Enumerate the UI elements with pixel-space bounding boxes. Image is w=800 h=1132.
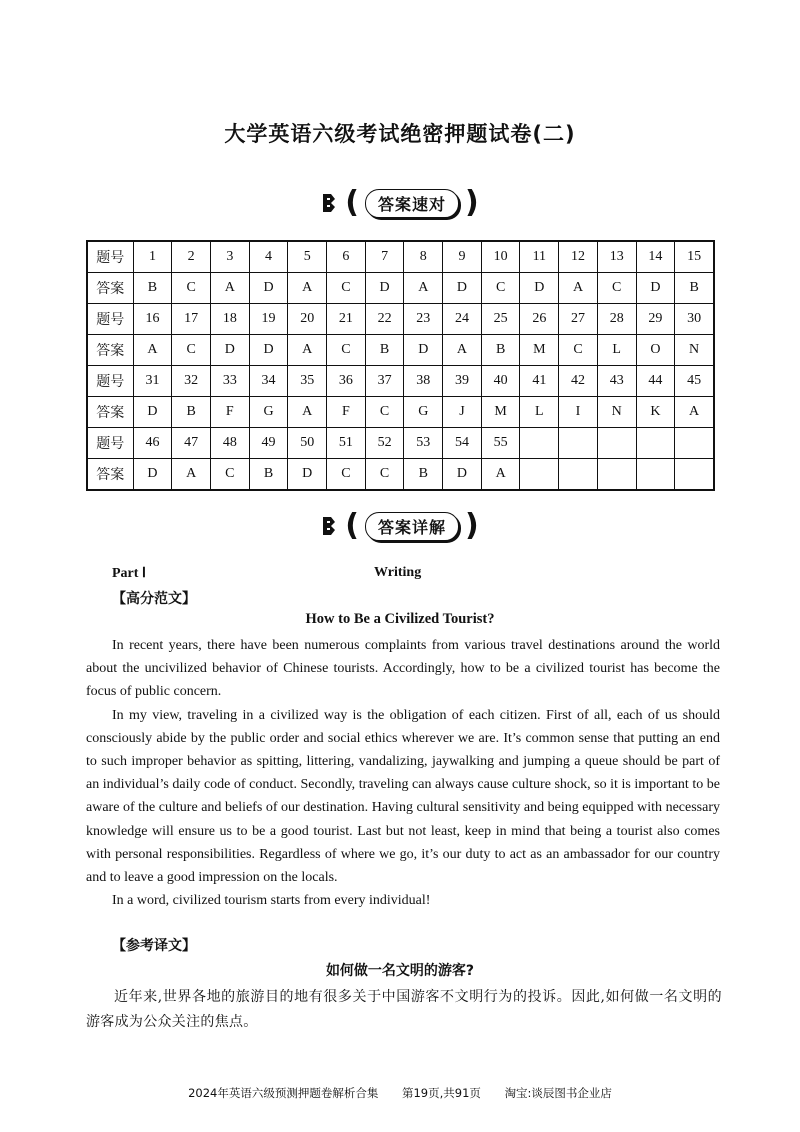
table-cell: D	[636, 273, 675, 304]
table-cell: 4	[249, 241, 288, 273]
table-cell: 24	[443, 304, 482, 335]
table-cell: A	[210, 273, 249, 304]
table-cell: J	[443, 397, 482, 428]
table-cell: 17	[172, 304, 211, 335]
table-cell: C	[365, 459, 404, 491]
table-cell: I	[559, 397, 598, 428]
table-cell: G	[249, 397, 288, 428]
table-cell: A	[443, 335, 482, 366]
table-cell: 15	[675, 241, 714, 273]
table-cell: 11	[520, 241, 559, 273]
row-label: 答案	[87, 397, 133, 428]
table-cell: 29	[636, 304, 675, 335]
answer-table-row	[87, 459, 714, 491]
table-cell: 10	[481, 241, 520, 273]
table-cell: D	[210, 335, 249, 366]
answer-table-row	[87, 273, 714, 304]
table-cell: C	[327, 273, 366, 304]
table-cell: F	[210, 397, 249, 428]
detailed-answer-banner	[0, 506, 800, 546]
table-cell: 26	[520, 304, 559, 335]
part-number: Part Ⅰ	[112, 566, 147, 581]
table-cell: D	[133, 459, 172, 491]
footer-collection: 2024年英语六级预测押题卷解析合集	[188, 1086, 379, 1100]
table-cell: 9	[443, 241, 482, 273]
table-cell: 35	[288, 366, 327, 397]
table-cell: D	[365, 273, 404, 304]
table-cell: 42	[559, 366, 598, 397]
table-cell: 39	[443, 366, 482, 397]
table-cell: 49	[249, 428, 288, 459]
table-cell: 41	[520, 366, 559, 397]
part-heading	[112, 565, 712, 582]
table-cell: D	[520, 273, 559, 304]
table-cell: L	[597, 335, 636, 366]
table-cell: A	[559, 273, 598, 304]
essay-title: How to Be a Civilized Tourist?	[305, 611, 495, 627]
table-cell	[559, 428, 598, 459]
answer-key-table	[86, 240, 715, 491]
table-cell: 40	[481, 366, 520, 397]
right-paren: )	[465, 185, 479, 220]
table-cell: 32	[172, 366, 211, 397]
table-cell: B	[249, 459, 288, 491]
table-cell: 44	[636, 366, 675, 397]
table-cell: 22	[365, 304, 404, 335]
table-cell: N	[675, 335, 714, 366]
table-cell	[597, 459, 636, 491]
table-cell: C	[597, 273, 636, 304]
table-cell: 45	[675, 366, 714, 397]
table-cell: O	[636, 335, 675, 366]
answer-table-row	[87, 397, 714, 428]
row-label: 题号	[87, 304, 133, 335]
part-name: Writing	[374, 565, 422, 580]
table-cell: 23	[404, 304, 443, 335]
detailed-answer-label: 答案详解	[365, 512, 459, 541]
table-cell: A	[288, 273, 327, 304]
table-cell: C	[172, 335, 211, 366]
section-marker-icon	[321, 513, 339, 539]
quick-answer-banner	[0, 183, 800, 223]
table-cell: C	[481, 273, 520, 304]
answer-table-row	[87, 335, 714, 366]
table-cell: 47	[172, 428, 211, 459]
table-cell: 51	[327, 428, 366, 459]
answer-table-row	[87, 241, 714, 273]
table-cell: N	[597, 397, 636, 428]
table-cell: 34	[249, 366, 288, 397]
row-label: 答案	[87, 273, 133, 304]
table-cell: B	[133, 273, 172, 304]
table-cell	[559, 459, 598, 491]
table-cell: 36	[327, 366, 366, 397]
table-cell: A	[288, 335, 327, 366]
table-cell: 28	[597, 304, 636, 335]
table-cell: 14	[636, 241, 675, 273]
table-cell: A	[288, 397, 327, 428]
table-cell: 37	[365, 366, 404, 397]
table-cell: C	[327, 335, 366, 366]
table-cell	[597, 428, 636, 459]
table-cell: B	[675, 273, 714, 304]
table-cell: 16	[133, 304, 172, 335]
row-label: 答案	[87, 335, 133, 366]
answer-table-row	[87, 366, 714, 397]
table-cell: D	[133, 397, 172, 428]
table-cell: 20	[288, 304, 327, 335]
table-cell: A	[481, 459, 520, 491]
table-cell	[520, 459, 559, 491]
page-footer	[0, 1085, 800, 1101]
table-cell: 6	[327, 241, 366, 273]
row-label: 题号	[87, 241, 133, 273]
table-cell: B	[404, 459, 443, 491]
left-paren: (	[345, 185, 359, 220]
table-cell: 3	[210, 241, 249, 273]
essay-paragraph: In a word, civilized tourism starts from every individual!	[112, 893, 431, 909]
table-cell: C	[172, 273, 211, 304]
table-cell: C	[365, 397, 404, 428]
table-cell	[675, 459, 714, 491]
answer-table-row	[87, 428, 714, 459]
table-cell: D	[404, 335, 443, 366]
table-cell: C	[327, 459, 366, 491]
page-title: 大学英语六级考试绝密押题试卷(二)	[224, 122, 576, 146]
table-cell: C	[559, 335, 598, 366]
table-cell: 12	[559, 241, 598, 273]
table-cell: 19	[249, 304, 288, 335]
table-cell: 2	[172, 241, 211, 273]
table-cell: B	[365, 335, 404, 366]
section-marker-icon	[321, 190, 339, 216]
table-cell	[675, 428, 714, 459]
table-cell: 50	[288, 428, 327, 459]
table-cell: 33	[210, 366, 249, 397]
right-paren: )	[465, 508, 479, 543]
row-label: 答案	[87, 459, 133, 491]
table-cell: 27	[559, 304, 598, 335]
translation-heading: 【参考译文】	[112, 938, 196, 954]
table-cell: B	[172, 397, 211, 428]
footer-page-number: 第19页,共91页	[401, 1086, 481, 1100]
row-label: 题号	[87, 366, 133, 397]
translation-paragraph: 近年来,世界各地的旅游目的地有很多关于中国游客不文明行为的投诉。因此,如何做一名文明的游客成为公众关注的焦点。	[86, 989, 722, 1030]
table-cell: F	[327, 397, 366, 428]
table-cell: D	[443, 459, 482, 491]
essay-paragraph: In recent years, there have been numerous complaints from various travel destinations around the world about the uncivilized behavior of Chinese tourists. Accordingly, how to be a civilized tourist has become the focus of public concern.	[86, 638, 720, 700]
table-cell: M	[481, 397, 520, 428]
table-cell: 5	[288, 241, 327, 273]
table-cell: A	[133, 335, 172, 366]
table-cell: 1	[133, 241, 172, 273]
table-cell: 25	[481, 304, 520, 335]
table-cell: 7	[365, 241, 404, 273]
row-label: 题号	[87, 428, 133, 459]
table-cell: 54	[443, 428, 482, 459]
footer-shop: 淘宝:谈辰图书企业店	[504, 1086, 612, 1100]
table-cell: A	[172, 459, 211, 491]
table-cell: C	[210, 459, 249, 491]
left-paren: (	[345, 508, 359, 543]
table-cell: 38	[404, 366, 443, 397]
table-cell	[636, 428, 675, 459]
quick-answer-label: 答案速对	[365, 189, 459, 218]
table-cell: M	[520, 335, 559, 366]
table-cell: 46	[133, 428, 172, 459]
table-cell: 48	[210, 428, 249, 459]
answer-table-row	[87, 304, 714, 335]
table-cell: K	[636, 397, 675, 428]
table-cell: A	[404, 273, 443, 304]
translation-body	[86, 985, 722, 1035]
table-cell: 30	[675, 304, 714, 335]
table-cell: D	[443, 273, 482, 304]
table-cell: L	[520, 397, 559, 428]
table-cell: 43	[597, 366, 636, 397]
essay-paragraph: In my view, traveling in a civilized way is the obligation of each citizen. First of all, each of us should consciously abide by the public order and social ethics wherever we are. It’s common sense that putting an end to such improper behavior as spitting, littering, vandalizing, jaywalking and jumping a queue should be part of an individual’s daily code of conduct. Secondly, traveling can always cause culture shock, so it is important to be aware of the culture and beliefs of our destination. Having cultural sensitivity and being equipped with necessary knowledge will ensure us to be a good tourist. Last but not least, keep in mind that being a tourist also comes with personal responsibilities. Regardless of where we go, it’s our duty to act as an ambassador for our country and to leave a good impression on the locals.	[86, 707, 720, 886]
table-cell: D	[288, 459, 327, 491]
sample-essay-heading: 【高分范文】	[112, 591, 196, 607]
table-cell: G	[404, 397, 443, 428]
table-cell: 53	[404, 428, 443, 459]
table-cell: 8	[404, 241, 443, 273]
table-cell: 52	[365, 428, 404, 459]
table-cell	[636, 459, 675, 491]
table-cell: 21	[327, 304, 366, 335]
table-cell: 55	[481, 428, 520, 459]
table-cell: B	[481, 335, 520, 366]
table-cell: 13	[597, 241, 636, 273]
table-cell: 31	[133, 366, 172, 397]
essay-body	[86, 634, 720, 912]
table-cell	[520, 428, 559, 459]
table-cell: A	[675, 397, 714, 428]
translation-title: 如何做一名文明的游客?	[325, 963, 475, 979]
table-cell: D	[249, 273, 288, 304]
table-cell: D	[249, 335, 288, 366]
table-cell: 18	[210, 304, 249, 335]
